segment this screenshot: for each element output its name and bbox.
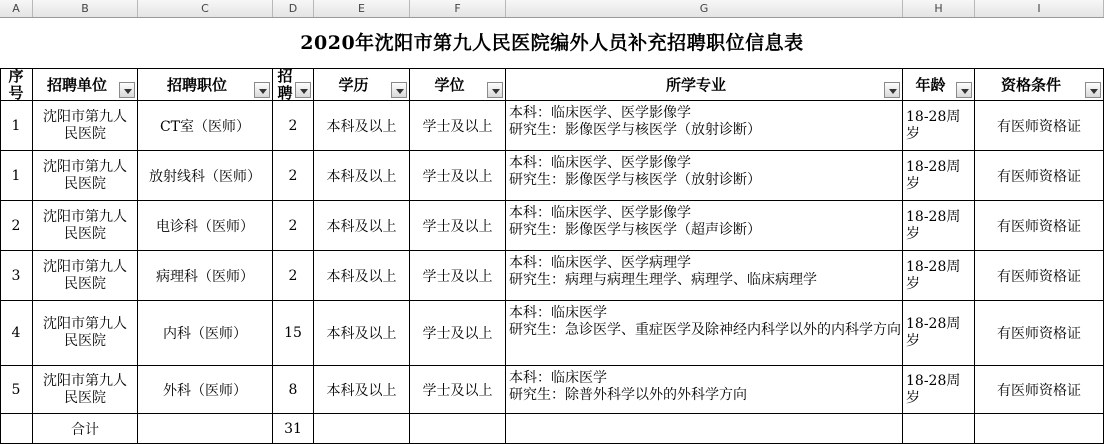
- header-education[interactable]: [314, 68, 410, 101]
- cell-count-text: 8: [288, 381, 298, 398]
- cell-seq[interactable]: [0, 366, 33, 414]
- header-unit-text: 招聘单位: [46, 75, 107, 94]
- cell-age[interactable]: [903, 301, 975, 366]
- filter-dropdown-icon[interactable]: [487, 82, 503, 98]
- cell-seq[interactable]: [0, 201, 33, 251]
- cell-qualification[interactable]: [975, 301, 1104, 366]
- cell-position[interactable]: [138, 151, 273, 201]
- cell-age[interactable]: [903, 251, 975, 301]
- header-count-text: 招聘: [277, 68, 293, 101]
- cell-count[interactable]: [273, 101, 314, 151]
- total-blank[interactable]: [506, 414, 903, 444]
- cell-qualification[interactable]: [975, 251, 1104, 301]
- cell-major[interactable]: [506, 366, 903, 414]
- column-header-g[interactable]: G: [506, 0, 903, 17]
- cell-degree-text: 学士及以上: [422, 168, 493, 185]
- column-header-bar: [0, 0, 1104, 18]
- cell-unit[interactable]: [33, 301, 138, 366]
- cell-qualification-text: 有医师资格证: [997, 382, 1081, 399]
- header-degree[interactable]: [410, 68, 506, 101]
- cell-count-text: 15: [284, 325, 302, 341]
- cell-unit[interactable]: [33, 101, 138, 151]
- total-blank[interactable]: [410, 414, 506, 444]
- cell-age[interactable]: [903, 151, 975, 201]
- cell-degree-text: 学士及以上: [422, 326, 493, 342]
- cell-degree-text: 学士及以上: [422, 118, 493, 135]
- cell-age[interactable]: [903, 101, 975, 151]
- cell-unit[interactable]: [33, 201, 138, 251]
- cell-unit[interactable]: [33, 366, 138, 414]
- column-header-c[interactable]: C: [138, 0, 273, 17]
- filter-dropdown-icon[interactable]: [956, 82, 972, 98]
- cell-count-text: 2: [288, 217, 298, 234]
- cell-age-text: 18-28周岁: [906, 108, 961, 142]
- cell-seq-text: 3: [11, 267, 21, 284]
- cell-major-text: 本科：临床医学、医学影像学 研究生：影像医学与核医学（放射诊断）: [509, 155, 761, 188]
- total-blank[interactable]: [975, 414, 1104, 444]
- cell-qualification[interactable]: [975, 201, 1104, 251]
- cell-degree-text: 学士及以上: [422, 218, 493, 235]
- cell-education-text: 本科及以上: [326, 268, 397, 285]
- cell-major-text: 本科：临床医学、医学影像学 研究生：影像医学与核医学（放射诊断）: [509, 105, 761, 138]
- filter-dropdown-icon[interactable]: [391, 82, 407, 98]
- data-table: [0, 68, 1104, 444]
- cell-qualification-text: 有医师资格证: [997, 118, 1081, 135]
- cell-position[interactable]: [138, 366, 273, 414]
- cell-major[interactable]: [506, 301, 903, 366]
- cell-education[interactable]: [314, 101, 410, 151]
- cell-degree[interactable]: [410, 251, 506, 301]
- cell-age-text: 18-28周岁: [906, 158, 961, 192]
- cell-count[interactable]: [273, 251, 314, 301]
- cell-qualification[interactable]: [975, 101, 1104, 151]
- cell-qualification-text: 有医师资格证: [997, 268, 1081, 285]
- cell-count[interactable]: [273, 366, 314, 414]
- total-label-text: 合计: [71, 421, 99, 438]
- cell-education-text: 本科及以上: [326, 118, 397, 135]
- cell-qualification[interactable]: [975, 151, 1104, 201]
- column-header-a[interactable]: A: [0, 0, 33, 17]
- header-major-text: 所学专业: [665, 75, 726, 94]
- cell-count[interactable]: [273, 151, 314, 201]
- cell-major[interactable]: [506, 201, 903, 251]
- header-degree-text: 学位: [434, 75, 465, 94]
- cell-education-text: 本科及以上: [326, 382, 397, 399]
- cell-education[interactable]: [314, 151, 410, 201]
- cell-degree[interactable]: [410, 366, 506, 414]
- cell-position-text: 外科（医师）: [163, 382, 247, 399]
- cell-count-text: 2: [288, 267, 298, 284]
- header-education-text: 学历: [338, 75, 369, 94]
- cell-position-text: CT室（医师）: [159, 118, 251, 135]
- cell-major-text: 本科：临床医学、医学影像学 研究生：影像医学与核医学（超声诊断）: [509, 205, 761, 238]
- cell-unit-text: 沈阳市第九人民医院: [43, 316, 127, 349]
- cell-qualification-text: 有医师资格证: [997, 218, 1081, 235]
- cell-seq-text: 2: [11, 217, 21, 234]
- header-age[interactable]: [903, 68, 975, 101]
- header-age-text: 年龄: [915, 75, 946, 94]
- header-qualification-text: 资格条件: [1000, 75, 1061, 94]
- cell-unit[interactable]: [33, 251, 138, 301]
- column-header-f[interactable]: F: [410, 0, 506, 17]
- cell-position-text: 病理科（医师）: [156, 268, 254, 285]
- column-header-h[interactable]: H: [903, 0, 975, 17]
- cell-education[interactable]: [314, 366, 410, 414]
- column-header-b[interactable]: B: [33, 0, 138, 17]
- cell-unit-text: 沈阳市第九人民医院: [43, 208, 127, 242]
- cell-unit-text: 沈阳市第九人民医院: [43, 372, 127, 406]
- filter-dropdown-icon[interactable]: [254, 82, 270, 98]
- total-blank[interactable]: [903, 414, 975, 444]
- header-seq-text: 序号: [8, 68, 24, 101]
- filter-dropdown-icon[interactable]: [1085, 82, 1101, 98]
- cell-education-text: 本科及以上: [326, 326, 397, 342]
- filter-dropdown-icon[interactable]: [119, 82, 135, 98]
- cell-degree-text: 学士及以上: [422, 382, 493, 399]
- cell-unit-text: 沈阳市第九人民医院: [43, 258, 127, 292]
- column-header-d[interactable]: D: [273, 0, 314, 17]
- cell-unit[interactable]: [33, 151, 138, 201]
- cell-education[interactable]: [314, 251, 410, 301]
- cell-degree[interactable]: [410, 201, 506, 251]
- cell-qualification-text: 有医师资格证: [997, 326, 1081, 342]
- cell-seq-text: 5: [11, 381, 21, 398]
- sheet-title: 2020年沈阳市第九人民医院编外人员补充招聘职位信息表: [300, 32, 804, 54]
- cell-degree[interactable]: [410, 151, 506, 201]
- cell-seq[interactable]: [0, 101, 33, 151]
- header-count[interactable]: [273, 68, 314, 101]
- cell-major-text: 本科：临床医学 研究生：除普外科学以外的外科学方向: [509, 370, 747, 403]
- cell-count[interactable]: [273, 301, 314, 366]
- cell-seq[interactable]: [0, 151, 33, 201]
- cell-qualification-text: 有医师资格证: [997, 168, 1081, 185]
- cell-seq[interactable]: [0, 301, 33, 366]
- cell-major-text: 本科：临床医学 研究生：急诊医学、重症医学及除神经内科学以外的内科学方向: [509, 305, 901, 338]
- total-label[interactable]: [33, 414, 138, 444]
- filter-dropdown-icon[interactable]: [884, 82, 900, 98]
- total-blank[interactable]: [0, 414, 33, 444]
- total-blank[interactable]: [138, 414, 273, 444]
- cell-education[interactable]: [314, 201, 410, 251]
- cell-position-text: 内科（医师）: [163, 326, 247, 342]
- cell-position[interactable]: [138, 301, 273, 366]
- column-header-i[interactable]: I: [975, 0, 1104, 17]
- cell-position[interactable]: [138, 251, 273, 301]
- filter-dropdown-icon[interactable]: [295, 82, 311, 98]
- header-seq[interactable]: [0, 68, 33, 101]
- cell-degree[interactable]: [410, 301, 506, 366]
- header-position-text: 招聘职位: [166, 75, 227, 94]
- cell-age[interactable]: [903, 366, 975, 414]
- total-blank[interactable]: [314, 414, 410, 444]
- cell-seq-text: 4: [11, 325, 21, 341]
- cell-education-text: 本科及以上: [326, 168, 397, 185]
- column-header-e[interactable]: E: [314, 0, 410, 17]
- cell-degree-text: 学士及以上: [422, 268, 493, 285]
- cell-major[interactable]: [506, 151, 903, 201]
- header-qualification[interactable]: [975, 68, 1104, 101]
- cell-age-text: 18-28周岁: [906, 258, 961, 292]
- cell-position[interactable]: [138, 201, 273, 251]
- header-position[interactable]: [138, 68, 273, 101]
- cell-major[interactable]: [506, 101, 903, 151]
- cell-seq-text: 1: [11, 167, 21, 184]
- cell-seq-text: 1: [11, 117, 21, 134]
- cell-age-text: 18-28周岁: [906, 316, 961, 349]
- total-count[interactable]: [273, 414, 314, 444]
- cell-age[interactable]: [903, 201, 975, 251]
- cell-degree[interactable]: [410, 101, 506, 151]
- cell-position-text: 电诊科（医师）: [156, 218, 254, 235]
- cell-position-text: 放射线科（医师）: [149, 168, 261, 185]
- cell-position[interactable]: [138, 101, 273, 151]
- header-unit[interactable]: [33, 68, 138, 101]
- cell-count-text: 2: [288, 117, 298, 134]
- cell-seq[interactable]: [0, 251, 33, 301]
- cell-education-text: 本科及以上: [326, 218, 397, 235]
- cell-count-text: 2: [288, 167, 298, 184]
- cell-age-text: 18-28周岁: [906, 372, 961, 406]
- cell-unit-text: 沈阳市第九人民医院: [43, 158, 127, 192]
- cell-age-text: 18-28周岁: [906, 208, 961, 242]
- cell-education[interactable]: [314, 301, 410, 366]
- cell-count[interactable]: [273, 201, 314, 251]
- cell-unit-text: 沈阳市第九人民医院: [43, 108, 127, 142]
- cell-qualification[interactable]: [975, 366, 1104, 414]
- total-count-text: 31: [284, 420, 302, 437]
- cell-major-text: 本科：临床医学、医学病理学 研究生：病理与病理生理学、病理学、临床病理学: [509, 255, 817, 288]
- cell-major[interactable]: [506, 251, 903, 301]
- header-major[interactable]: [506, 68, 903, 101]
